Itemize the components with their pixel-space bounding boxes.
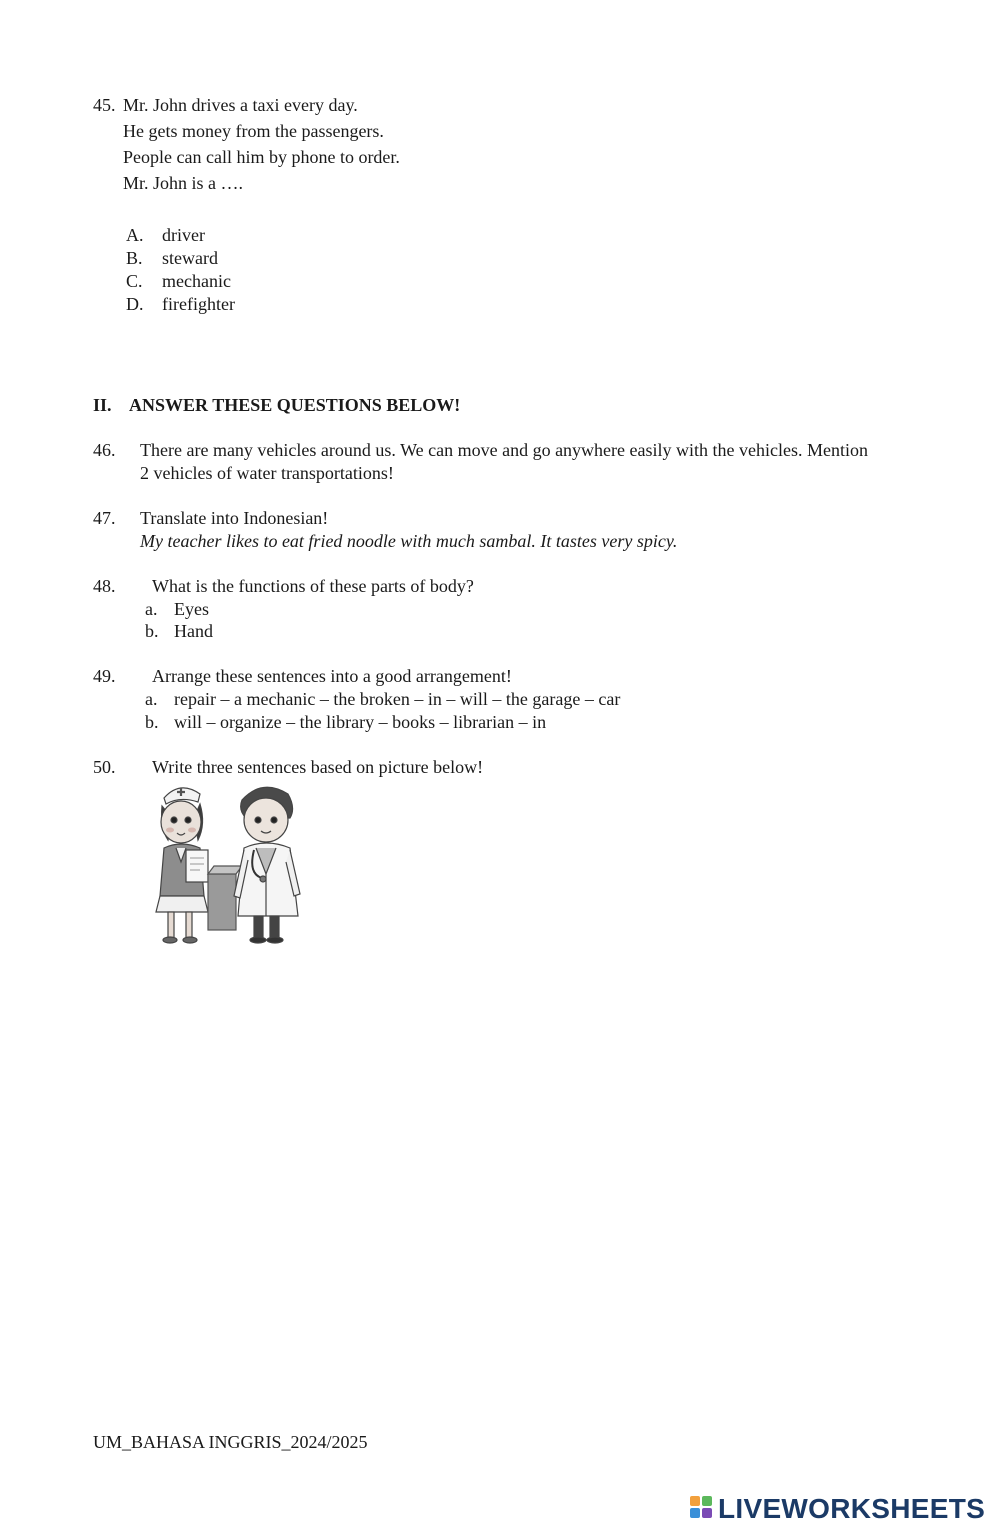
q45-option-b-letter: B. xyxy=(126,248,143,268)
brand-logo-icon xyxy=(690,1496,714,1522)
q50-number: 50. xyxy=(93,757,116,777)
desk-figure xyxy=(208,866,242,930)
q45-option-c-letter: C. xyxy=(126,271,143,291)
q49-item-a-letter: a. xyxy=(145,689,158,709)
section-title: ANSWER THESE QUESTIONS BELOW! xyxy=(129,395,461,415)
q45-line-1: Mr. John drives a taxi every day. xyxy=(123,95,358,115)
q49-item-b: will – organize – the library – books – librarian – in xyxy=(174,712,547,732)
q47-line-2: My teacher likes to eat fried noodle with much sambal. It tastes very spicy. xyxy=(140,531,678,551)
q48-item-b: Hand xyxy=(174,621,213,641)
q46-number: 46. xyxy=(93,440,116,460)
q45-line-3: People can call him by phone to order. xyxy=(123,147,400,167)
footer-text: UM_BAHASA INGGRIS_2024/2025 xyxy=(93,1432,368,1452)
q49-item-a: repair – a mechanic – the broken – in – will – the garage – car xyxy=(174,689,621,709)
q50-prompt: Write three sentences based on picture below! xyxy=(152,757,484,777)
doctor-figure xyxy=(234,787,300,943)
q45-line-2: He gets money from the passengers. xyxy=(123,121,384,141)
brand-name: LIVEWORKSHEETS xyxy=(718,1493,986,1524)
section-number: II. xyxy=(93,395,112,415)
q49-prompt: Arrange these sentences into a good arrangement! xyxy=(152,666,512,686)
q48-item-a: Eyes xyxy=(174,599,209,619)
nurse-figure xyxy=(156,788,208,943)
q47-number: 47. xyxy=(93,508,116,528)
q48-item-a-letter: a. xyxy=(145,599,158,619)
nurse-doctor-illustration xyxy=(150,778,310,946)
q45-option-c: mechanic xyxy=(162,271,231,291)
q47-line-1: Translate into Indonesian! xyxy=(140,508,329,528)
q45-option-a: driver xyxy=(162,225,205,245)
q45-option-b: steward xyxy=(162,248,218,268)
q48-number: 48. xyxy=(93,576,116,596)
q45-option-d-letter: D. xyxy=(126,294,144,314)
q45-line-4: Mr. John is a …. xyxy=(123,173,244,193)
q45-option-a-letter: A. xyxy=(126,225,144,245)
q49-item-b-letter: b. xyxy=(145,712,159,732)
q46-line-2: 2 vehicles of water transportations! xyxy=(140,463,394,483)
q48-prompt: What is the functions of these parts of body? xyxy=(152,576,474,596)
q45-option-d: firefighter xyxy=(162,294,235,314)
q45-number: 45. xyxy=(93,95,116,115)
q49-number: 49. xyxy=(93,666,116,686)
brand-watermark xyxy=(690,1494,985,1524)
q46-line-1: There are many vehicles around us. We can move and go anywhere easily with the vehicles. Mention xyxy=(140,440,868,460)
q48-item-b-letter: b. xyxy=(145,621,159,641)
